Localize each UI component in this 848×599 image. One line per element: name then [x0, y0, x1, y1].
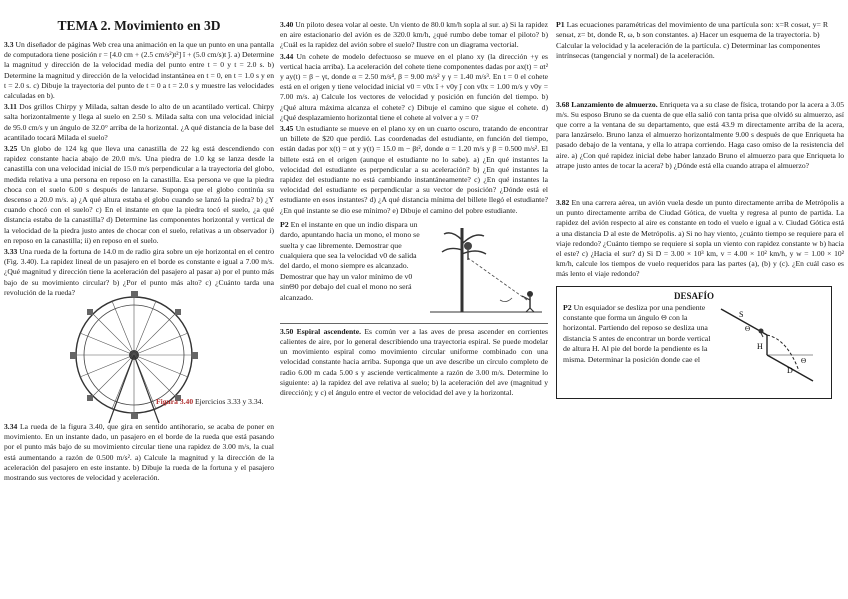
column-1 — [4, 0, 274, 597]
page-title: TEMA 2. Movimiento en 3D — [57, 18, 221, 33]
label-h: H — [757, 341, 763, 351]
problem — [556, 100, 844, 171]
label-s: S — [739, 309, 744, 319]
problem-text: Las ecuaciones paramétricas del movimiento de una partícula son: x=R cosωt, y= R senωt, z= bt, donde R, ω, b son constantes. a) Hacer un esquema de la trayectoria. b) Calcular la velocidad y la aceleración de la partícula. c) Determinar las componentes intrínsecas (tangencial y normal) de la aceleración. — [556, 20, 829, 61]
figure-caption — [156, 397, 268, 407]
problem-text: Un diseñador de páginas Web crea una animación en la que un punto en una pantalla de computadora tiene posición r = [4.0 cm + (2.5 cm/s²)t²] î + (5.0 cm/s)t ĵ. a) Determine la magnitud y dirección de la velocidad media del punto entre t = 0 y t = 2.0 s. b) Determine la magnitud y dirección de la velocidad instantánea en t = 0, en t = 1.0 s y en t = 2.0 s. c) Dibuje la trayectoria del punto de t = 0 a t = 2.0 s y muestre las velocidades calculadas en b). — [4, 40, 274, 101]
challenge-box — [556, 286, 832, 399]
monkey-figure-block — [280, 220, 548, 320]
problem-number: 3.82 — [556, 198, 570, 208]
problem-text: Un esquiador se desliza por una pendiente constante que forma un ángulo Θ con la horizontal. Partiendo del reposo se desliza una distancia S antes de encontrar un borde vertical de altura H. Al pie del borde la pendiente es la misma. Determinar la posición donde cae el — [563, 302, 711, 364]
challenge-title: DESAFÍO — [673, 290, 714, 301]
problem-number: 3.34 — [4, 422, 18, 432]
problem — [4, 40, 274, 101]
problem-text: En una carrera aérea, un avión vuela desde un punto directamente arriba de Metrópolis a un punto directamente arriba de Ciudad Gótica, de vuelta y regresa al punto de partida. La rapidez del avión respecto al aire es constante en todo el vuelo e igual a v. Ciudad Gótica está a una distancia D al este de Metrópolis. a) Si no hay viento, ¿cuánto tiempo se requiere para el viaje redondo? ¿Cuánto tiempo se requiere si sopla un viento con rapidez constante w b) hacia el este? c) ¿Hacia el sur? d) Si D = 3.00 × 10³ km, v = 4.00 × 10² km/h, y w = 1.00 × 10² km/h, calcule los tiempos de vuelo requeridos para las partes (a), (b) y (c). ¿En cuál caso es más lento el viaje redondo? — [556, 198, 844, 279]
problem — [280, 327, 548, 398]
problem — [280, 124, 548, 216]
problem-title: Espiral ascendente. — [296, 326, 361, 336]
problem-text: Dos grillos Chirpy y Milada, saltan desde lo alto de un acantilado vertical. Chirpy salta horizontalmente y llega al suelo en 2.50 s. Milada salta con una velocidad inicial de 95.0 cm/s y un ángulo de 32.0° arriba de la horizontal. ¿A qué distancia de la base del acantilado tocará Milada el suelo? — [4, 102, 274, 142]
problem-number: 3.50 — [280, 326, 294, 336]
problem-text: Un cohete de modelo defectuoso se mueve en el plano xy (la dirección +y es vertical hacia arriba). La aceleración del cohete tiene componentes dadas por ax(t) = αt² y ay(t) = β − γt, donde α = 2.50 m/s⁴, β = 9.00 m/s² y γ = 1.40 m/s³. En t = 0 el cohete está en el origen y tiene velocidad inicial v0 = v0x î + v0y ĵ con v0x = 1.00 m/s y v0y = 7.00 m/s. a) Calcule los vectores de velocidad y posición en función del tiempo. b) ¿Qué altura máxima alcanza el cohete? c) Dibuje el camino que sigue el cohete. d) ¿Qué desplazamiento horizontal tiene el cohete al volver a y = 0? — [280, 51, 548, 122]
problem-number: P2 — [563, 302, 572, 312]
problem — [4, 422, 274, 483]
label-d: D — [787, 365, 793, 375]
problem — [4, 144, 274, 246]
problem-text: Enriqueta va a su clase de física, trotando por la acera a 3.05 m/s. Su esposo Bruno se da cuenta de que ella salió con tanta prisa que olvidó su almuerzo, así que corre a la ventana de su departamento, que está 43.9 m directamente arriba de la acera, para lanzárselo. Bruno lanza el almuerzo horizontalmente 9.00 s después de que Enriqueta ha pasado debajo de la ventana, y ella lo atrapa corriendo. Haga caso omiso de la resistencia del aire. a) ¿Con qué rapidez inicial debe haber lanzado Bruno el almuerzo para que Enriqueta lo atrape justo antes de tocar la acera? b) ¿Dónde está ella cuando atrapa el almuerzo? — [556, 99, 844, 170]
problem-number: 3.3 — [4, 40, 14, 49]
problem — [280, 20, 548, 51]
problem — [280, 220, 420, 303]
monkey-tree-icon — [422, 220, 546, 320]
column-2 — [280, 0, 548, 597]
problem-text: Un estudiante se mueve en el plano xy en un cuarto oscuro, tratando de encontrar un billete de $20 que perdió. Las coordenadas del estudiante, en función del tiempo, están dadas por x(t) = αt y y(t) = 15.0 m − βt², donde α = 1.20 m/s y β = 0.500 m/s². El billete está en el origen (aunque el estudiante no lo sabe). a) ¿En qué instantes la velocidad del estudiante es perpendicular a su aceleración? b) ¿En qué instantes la rapidez del estudiante no está cambiando instantáneamente? c) ¿En qué instantes la velocidad del estudiante es perpendicular a su vector de posición? ¿Dónde está el estudiante en esos instantes? d) ¿A qué distancia mínima del billete llegó el estudiante? ¿En qué instante se dio ese mínimo? e) Dibuje el camino del pobre estudiante. — [280, 124, 548, 215]
label-theta: Θ — [745, 324, 751, 333]
problem-number: P1 — [556, 20, 565, 29]
problem-title: Lanzamiento de almuerzo. — [571, 99, 658, 109]
ferris-wheel-figure — [4, 247, 274, 422]
problem — [556, 198, 844, 280]
problem-text: Un globo de 124 kg que lleva una canastilla de 22 kg está descendiendo con rapidez constante hacia abajo de 20.0 m/s. Una piedra de 1.0 kg se lanza desde la canastilla con una velocidad inicial de 15.0 m/s perpendicular a la trayectoria del globo, medida relativa a una persona en reposo en la canastilla. Esa persona ve que la piedra choca con el suelo 6.00 s después de lanzarse. Suponga que el globo continúa su descenso a 20.0 m/s. a) ¿A qué altura estaba el globo cuando se lanzó la piedra? b) ¿Y cuando chocó con el suelo? c) En el instante en que la piedra tocó el suelo, ¿a qué distancia estaba de la canastilla? d) Determine las componentes horizontal y vertical de la velocidad de la piedra justo antes de chocar con el suelo, relativas a un observador i) en reposo en la canastilla; ii) en reposo en el suelo. — [4, 144, 274, 245]
column-3 — [556, 0, 844, 597]
label-theta: Θ — [801, 356, 807, 365]
problem-number: 3.40 — [280, 20, 294, 29]
problem-number: P2 — [280, 219, 289, 229]
problem-number: 3.11 — [4, 102, 17, 112]
problem-text: En el instante en que un indio dispara un dardo, apuntando hacia un mono, el mono se suelta y cae libremente. Demostrar que cualquiera que sea la velocidad v0 de salida del dardo, el mono siempre es alcanzado. Demostrar que hay un valor mínimo de v0 sinΘ0 por debajo del cual el mono no será alcanzado. — [280, 219, 420, 302]
problem-text: La rueda de la figura 3.40, que gira en sentido antihorario, se acaba de poner en movimiento. En un instante dado, un pasajero en el borde de la rueda que está pasando por el punto más bajo de su movimiento circular tiene una rapidez de 3.00 m/s, la cual está aumentando a razón de 0.500 m/s². a) Calcule la magnitud y la dirección de la aceleración del pasajero en este instante. b) Dibuje la rueda de la fortuna y el pasajero mostrando sus vectores de velocidad y aceleración. — [4, 422, 274, 483]
problem-text: Es común ver a las aves de presa ascender en corrientes calientes de aire, por lo general describiendo una trayectoria espiral. Se puede modelar un movimiento espiral como movimiento circular uniforme combinado con una velocidad constante hacia arriba. Suponga que un ave describe un círculo completo de radio 6.00 m cada 5.00 s y asciende verticalmente a razón de 3.00 m/s. Determine lo siguiente: a) la rapidez del ave relativa al suelo; b) la aceleración del ave (magnitud y dirección); y c) el ángulo entre el vector de velocidad del ave y la horizontal. — [280, 326, 548, 398]
figure-label: Figura 3.40 — [156, 397, 194, 407]
divider — [280, 323, 548, 324]
problem-number: 3.45 — [280, 124, 294, 134]
problem-number: 3.44 — [280, 51, 294, 61]
problem-number: 3.25 — [4, 144, 18, 154]
ski-slope-icon — [717, 301, 817, 389]
challenge-problem — [563, 303, 711, 365]
figure-caption-text: Ejercicios 3.33 y 3.34. — [195, 397, 264, 407]
problem-number: 3.33 — [4, 247, 18, 257]
problem — [4, 102, 274, 143]
problem-number: 3.68 — [556, 99, 570, 109]
problem — [556, 20, 844, 62]
problem — [280, 52, 548, 123]
problem-text: Un piloto desea volar al oeste. Un viento de 80.0 km/h sopla al sur. a) Si la rapidez en aire estacionario del avión es de 320.0 km/h, ¿qué rumbo debe tomar el piloto? b) ¿Cuál es la rapidez del avión sobre el suelo? Ilustre con un diagrama vectorial. — [280, 20, 548, 50]
problem-text: Una rueda de la fortuna de 14.0 m de radio gira sobre un eje horizontal en el centro (Fig. 3.40). La rapidez lineal de un pasajero en el borde es constante e igual a 7.00 m/s. ¿Qué magnitud y dirección tiene la aceleración del pasajero al pasar a) por el punto más bajo de su movimiento circular? b) ¿Por el punto más alto? c) ¿Cuánto tarda una revolución de la rueda? — [4, 247, 274, 297]
